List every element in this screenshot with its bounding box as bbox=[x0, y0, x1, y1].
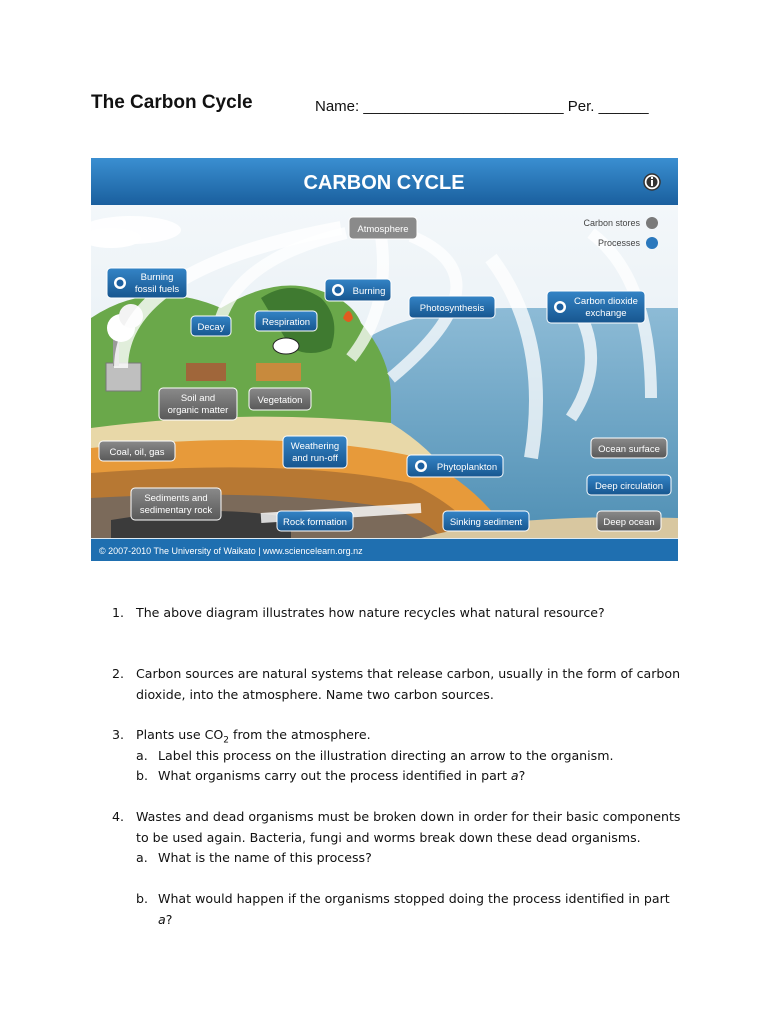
worksheet-header bbox=[91, 92, 681, 122]
svg-text:Soil and: Soil and bbox=[180, 393, 216, 404]
rock-formation-button[interactable] bbox=[277, 511, 353, 531]
svg-text:Sinking sediment: Sinking sediment bbox=[449, 517, 523, 528]
svg-text:Respiration: Respiration bbox=[261, 317, 311, 328]
legend-stores-label: Carbon stores bbox=[583, 218, 640, 228]
weathering-runoff-button[interactable] bbox=[283, 436, 347, 468]
question-4b: b. What would happen if the organisms stopped doing the process identified in part a? bbox=[136, 891, 670, 927]
question-text: The above diagram illustrates how nature recycles what natural resource? bbox=[136, 605, 605, 620]
vegetation-store[interactable] bbox=[249, 388, 311, 410]
photosynthesis-button[interactable] bbox=[409, 296, 495, 318]
svg-text:Deep ocean: Deep ocean bbox=[603, 517, 655, 528]
svg-text:Weathering: Weathering bbox=[290, 441, 340, 452]
svg-text:fossil fuels: fossil fuels bbox=[134, 284, 180, 295]
svg-text:Vegetation: Vegetation bbox=[257, 395, 303, 406]
sediments-store[interactable] bbox=[131, 488, 221, 520]
svg-text:organic matter: organic matter bbox=[167, 405, 229, 416]
question-number: 2. bbox=[112, 666, 125, 681]
question-3 bbox=[112, 725, 682, 783]
deep-ocean-store[interactable] bbox=[597, 511, 661, 531]
carbon-cycle-diagram bbox=[91, 158, 678, 561]
question-2 bbox=[112, 664, 682, 705]
svg-text:Deep circulation: Deep circulation bbox=[594, 481, 664, 492]
question-text: Wastes and dead organisms must be broken down in order for their basic components to be used again. Bacteria, fungi and worms break down these dead organisms. bbox=[136, 809, 681, 845]
question-text: Carbon sources are natural systems that release carbon, usually in the form of carbon dioxide, into the atmosphere. Name two carbon sources. bbox=[136, 666, 681, 702]
svg-text:Carbon dioxide: Carbon dioxide bbox=[574, 296, 638, 307]
question-number: 1. bbox=[112, 605, 125, 620]
svg-text:Rock formation: Rock formation bbox=[283, 517, 347, 528]
carbon-cycle-illustration bbox=[91, 158, 678, 561]
legend-store-swatch bbox=[646, 217, 658, 229]
question-3b: b. What organisms carry out the process identified in part a? bbox=[136, 768, 526, 783]
svg-text:Burning: Burning bbox=[352, 286, 386, 297]
question-4 bbox=[112, 807, 682, 927]
svg-text:Phytoplankton: Phytoplankton bbox=[436, 462, 498, 473]
deep-circulation-button[interactable] bbox=[587, 475, 671, 495]
question-1 bbox=[112, 603, 682, 624]
svg-text:sedimentary rock: sedimentary rock bbox=[139, 505, 213, 516]
atmosphere-label[interactable] bbox=[349, 217, 417, 239]
svg-text:Coal, oil, gas: Coal, oil, gas bbox=[109, 447, 165, 458]
question-text: Plants use $CO_2$ from the atmosphere. bbox=[136, 727, 371, 746]
svg-text:Photosynthesis: Photosynthesis bbox=[419, 303, 485, 314]
question-4a: a. What is the name of this process? bbox=[136, 850, 372, 865]
burning-button[interactable] bbox=[325, 279, 391, 301]
co2-exchange-button[interactable] bbox=[547, 291, 645, 323]
coal-oil-gas-store[interactable] bbox=[99, 441, 175, 461]
info-icon[interactable] bbox=[644, 174, 660, 190]
legend-processes-label: Processes bbox=[597, 238, 640, 248]
diagram-copyright: © 2007-2010 The University of Waikato | www.sciencelearn.org.nz bbox=[99, 546, 363, 556]
svg-text:Decay: Decay bbox=[197, 322, 225, 333]
sinking-sediment-button[interactable] bbox=[443, 511, 529, 531]
question-number: 4. bbox=[112, 809, 125, 824]
svg-text:Sediments and: Sediments and bbox=[144, 493, 208, 504]
question-number: 3. bbox=[112, 727, 125, 742]
diagram-title: CARBON CYCLE bbox=[303, 172, 465, 194]
legend-process-swatch bbox=[646, 237, 658, 249]
name-period-line: Name: ________________________ Per. ______ bbox=[315, 98, 649, 115]
respiration-button[interactable] bbox=[255, 311, 317, 331]
worksheet-title: The Carbon Cycle bbox=[91, 92, 253, 113]
decay-button[interactable] bbox=[191, 316, 231, 336]
ocean-surface-store[interactable] bbox=[591, 438, 667, 458]
burning-fossil-fuels-button[interactable] bbox=[107, 268, 187, 298]
phytoplankton-button[interactable] bbox=[407, 455, 503, 477]
soil-organic-matter-store[interactable] bbox=[159, 388, 237, 420]
svg-text:Atmosphere: Atmosphere bbox=[357, 224, 409, 235]
svg-text:Ocean surface: Ocean surface bbox=[598, 444, 660, 455]
question-3a: a. Label this process on the illustration directing an arrow to the organism. bbox=[136, 747, 614, 763]
svg-text:exchange: exchange bbox=[585, 308, 627, 319]
svg-text:and run-off: and run-off bbox=[292, 453, 338, 464]
svg-text:Burning: Burning bbox=[140, 272, 174, 283]
